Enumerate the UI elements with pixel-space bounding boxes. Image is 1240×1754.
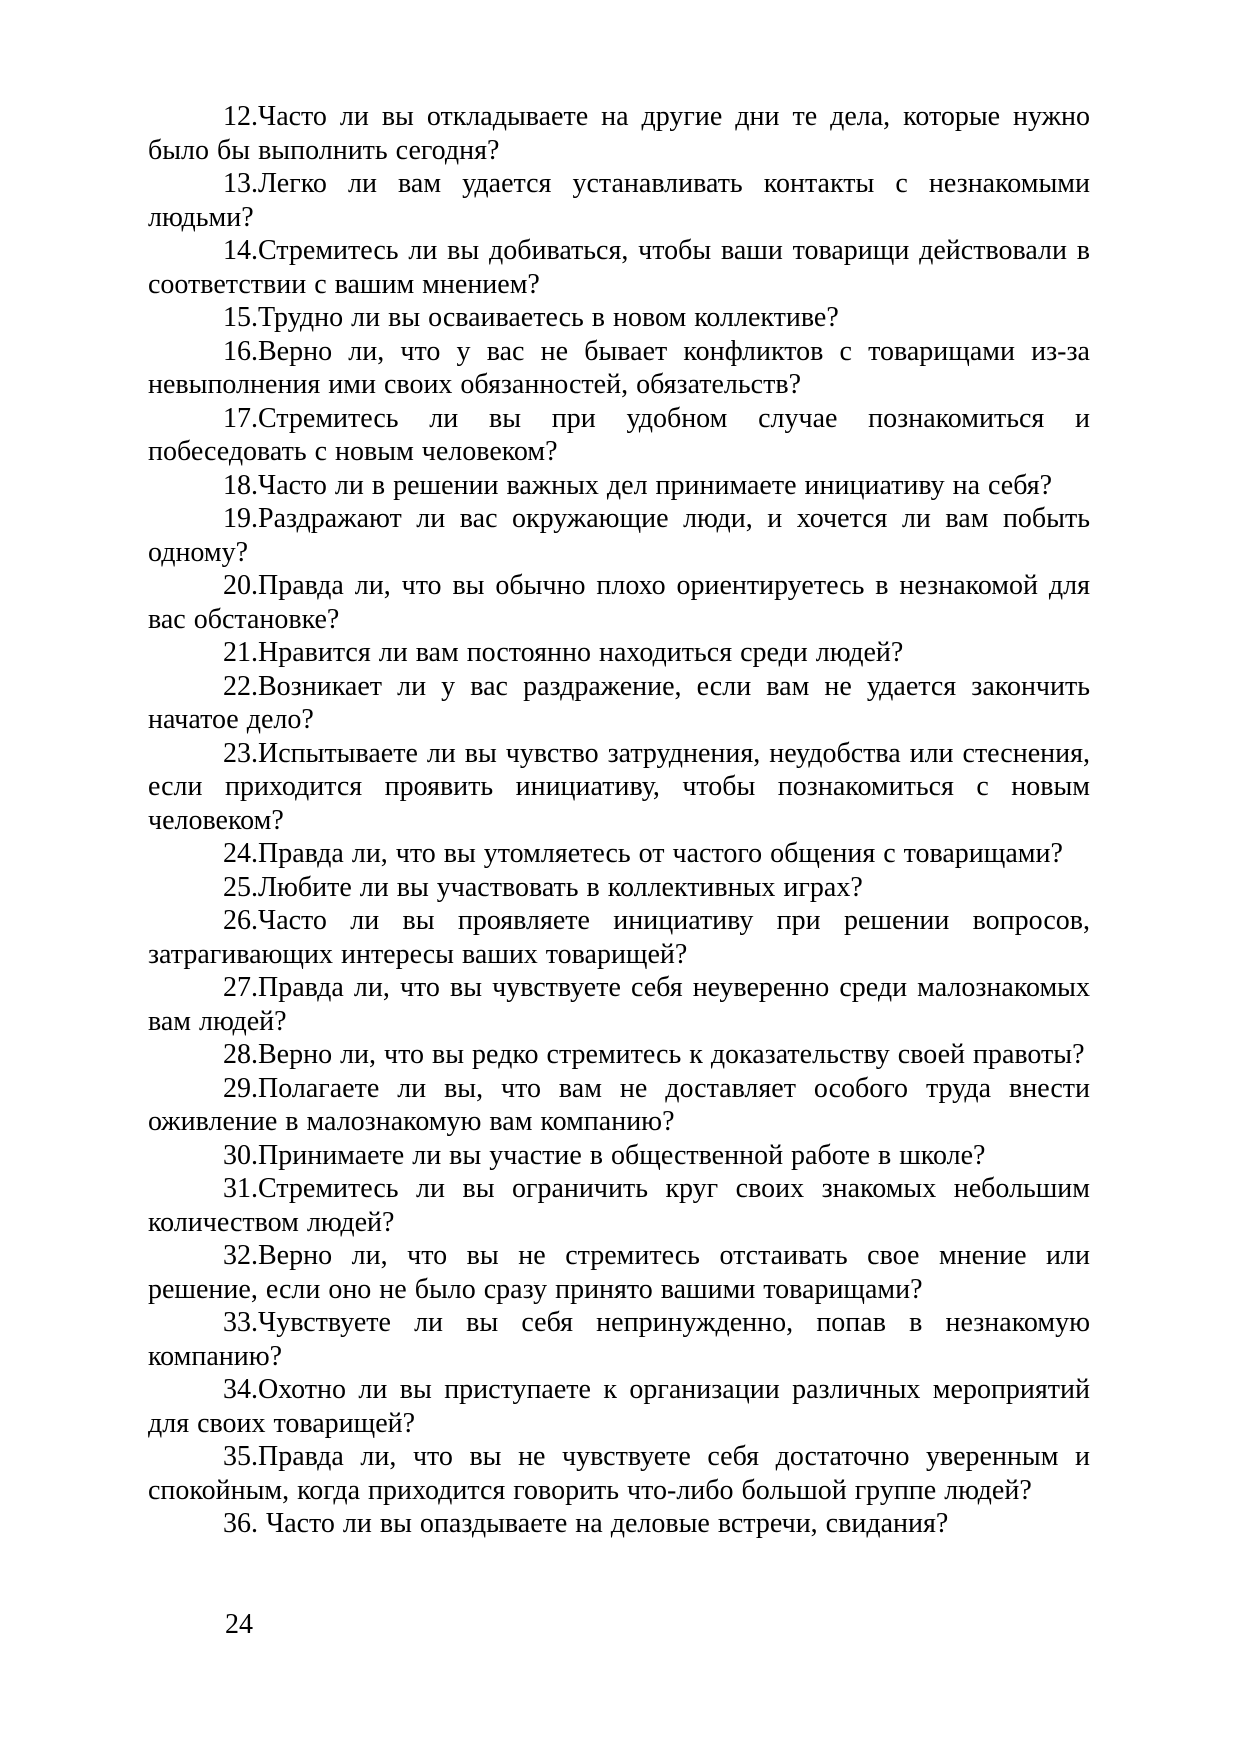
question-paragraph: 15.Трудно ли вы осваиваетесь в новом коллективе? (223, 302, 839, 333)
question-paragraph: 35.Правда ли, что вы не чувствуете себя достаточно уверенным и спокойным, когда приходится говорить что-либо большой группе людей? (148, 1441, 1090, 1506)
question-paragraph: 25.Любите ли вы участвовать в коллективных играх? (223, 871, 863, 903)
question-paragraph: 34.Охотно ли вы приступаете к организации различных мероприятий для своих товарищей? (148, 1374, 1090, 1439)
question-paragraph: 22.Возникает ли у вас раздражение, если вам не удается закончить начатое дело? (148, 670, 1090, 735)
question-paragraph: 28.Верно ли, что вы редко стремитесь к доказательству своей правоты? (223, 1039, 1085, 1070)
question-paragraph: 30.Принимаете ли вы участие в общественной работе в школе? (223, 1139, 986, 1171)
question-paragraph: 29.Полагаете ли вы, что вам не доставляет особого труда внести оживление в малознакомую вам компанию? (148, 1072, 1090, 1137)
question-paragraph: 14.Стремитесь ли вы добиваться, чтобы ваши товарищи действовали в соответствии с вашим мнением? (148, 235, 1090, 300)
question-paragraph: 36. Часто ли вы опаздываете на деловые встречи, свидания? (223, 1508, 949, 1539)
page-number: 24 (225, 1609, 253, 1640)
question-paragraph: 17.Стремитесь ли вы при удобном случае познакомиться и побеседовать с новым человеком? (148, 402, 1090, 467)
question-paragraph: 16.Верно ли, что у вас не бывает конфликтов с товарищами из-за невыполнения ими своих обязанностей, обязательств? (148, 335, 1090, 400)
question-paragraph: 23.Испытываете ли вы чувство затруднения, неудобства или стеснения, если приходится проявить инициативу, чтобы познакомиться с новым человеком? (148, 737, 1090, 836)
question-paragraph: 24.Правда ли, что вы утомляетесь от частого общения с товарищами? (223, 838, 1063, 869)
questions-list (148, 100, 1090, 1541)
question-paragraph: 12.Часто ли вы откладываете на другие дни те дела, которые нужно было бы выполнить сегодня? (148, 101, 1090, 166)
question-paragraph: 18.Часто ли в решении важных дел принимаете инициативу на себя? (223, 469, 1053, 501)
question-paragraph: 31.Стремитесь ли вы ограничить круг своих знакомых небольшим количеством людей? (148, 1173, 1090, 1238)
question-paragraph: 13.Легко ли вам удается устанавливать контакты с незнакомыми людьми? (148, 168, 1090, 233)
question-paragraph: 21.Нравится ли вам постоянно находиться среди людей? (223, 637, 904, 668)
question-paragraph: 26.Часто ли вы проявляете инициативу при решении вопросов, затрагивающих интересы ваших товарищей? (148, 905, 1090, 970)
question-paragraph: 32.Верно ли, что вы не стремитесь отстаивать свое мнение или решение, если оно не было сразу принято вашими товарищами? (148, 1240, 1090, 1305)
question-paragraph: 19.Раздражают ли вас окружающие люди, и хочется ли вам побыть одному? (148, 503, 1090, 568)
question-paragraph: 33.Чувствуете ли вы себя непринужденно, попав в незнакомую компанию? (148, 1307, 1090, 1372)
question-paragraph: 27.Правда ли, что вы чувствуете себя неуверенно среди малознакомых вам людей? (148, 972, 1090, 1037)
question-paragraph: 20.Правда ли, что вы обычно плохо ориентируетесь в незнакомой для вас обстановке? (148, 570, 1090, 635)
